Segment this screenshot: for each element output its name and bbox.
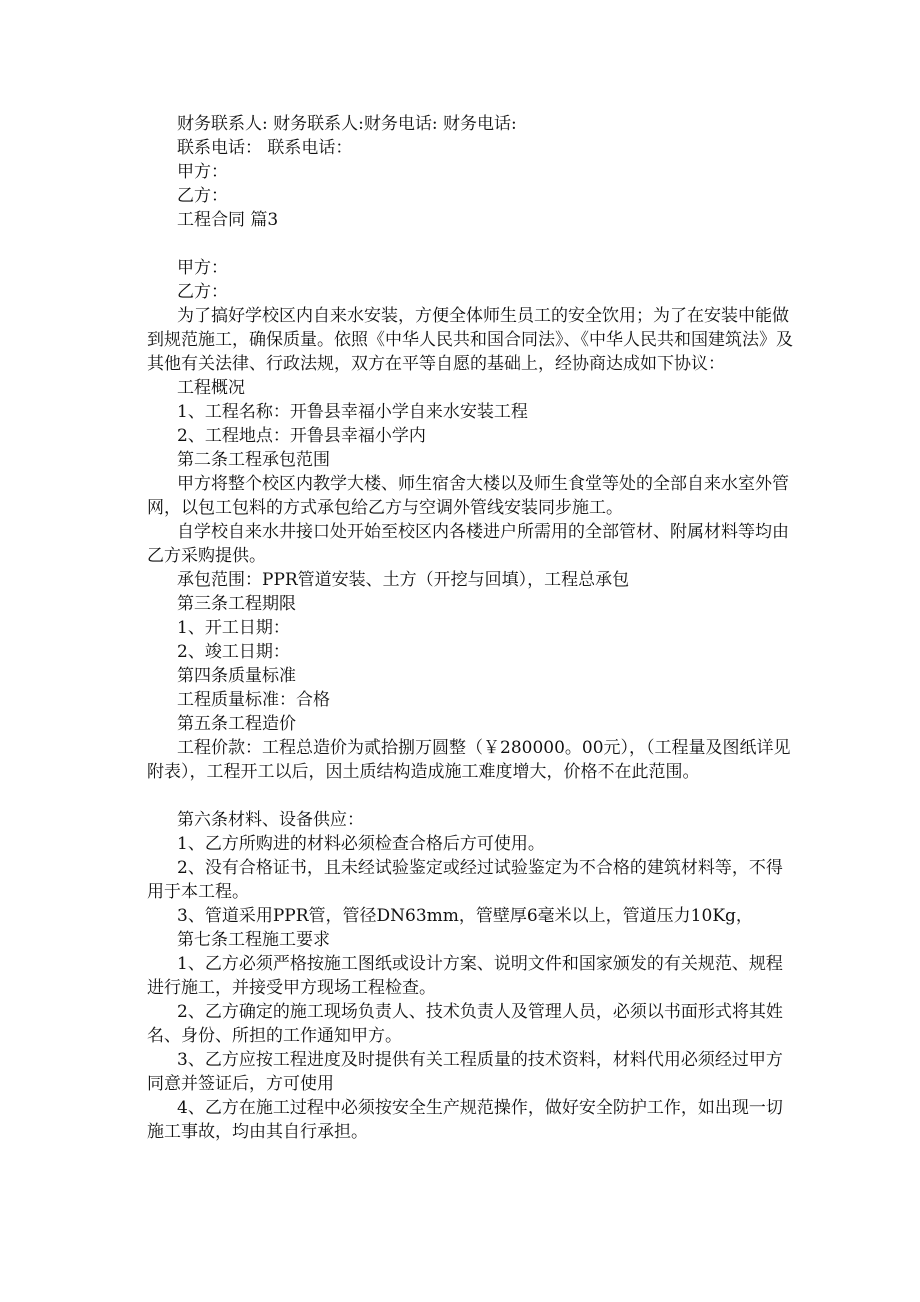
section-title: 工程合同 篇3 [177,210,279,230]
paragraph: 第四条质量标准 [177,666,296,686]
paragraph: 自学校自来水井接口处开始至校区内各楼进户所需用的全部管材、附属材料等均由乙方采购提供。 [147,522,789,566]
paragraph: 工程概况 [177,378,245,398]
paragraph: 4、乙方在施工过程中必须按安全生产规范操作，做好安全防护工作，如出现一切施工事故，均由其自行承担。 [147,1098,783,1142]
paragraph: 1、乙方所购进的材料必须检查合格后方可使用。 [177,834,545,854]
paragraph: 2、工程地点：开鲁县幸福小学内 [177,426,426,446]
finance-contact-line: 财务联系人: 财务联系人:财务电话: 财务电话: [177,114,517,134]
paragraph: 第三条工程期限 [177,594,296,614]
paragraph: 3、管道采用PPR管，管径DN63mm，管壁厚6毫米以上，管道压力10Kg， [177,906,753,926]
paragraph: 2、竣工日期： [177,642,290,662]
paragraph: 2、没有合格证书，且未经试验鉴定或经过试验鉴定为不合格的建筑材料等，不得用于本工程。 [147,858,783,902]
paragraph: 甲方将整个校区内教学大楼、师生宿舍大楼以及师生食堂等处的全部自来水室外管网，以包工包料的方式承包给乙方与空调外管线安装同步施工。 [147,474,789,518]
paragraph: 3、乙方应按工程进度及时提供有关工程质量的技术资料，材料代用必须经过甲方同意并签证后，方可使用 [147,1050,783,1094]
paragraph: 1、乙方必须严格按施工图纸或设计方案、说明文件和国家颁发的有关规范、规程进行施工，并接受甲方现场工程检查。 [147,954,783,998]
paragraph: 工程价款：工程总造价为贰拾捌万圆整（￥280000。00元），（工程量及图纸详见附表），工程开工以后，因土质结构造成施工难度增大，价格不在此范围。 [147,738,791,782]
paragraph: 为了搞好学校区内自来水安装，方便全体师生员工的安全饮用；为了在安装中能做到规范施工，确保质量。依照《中华人民共和国合同法》、《中华人民共和国建筑法》及其他有关法律、行政法规，双方在平等自愿的基础上，经协商达成如下协议： [147,306,793,374]
paragraph: 第二条工程承包范围 [177,450,330,470]
contact-phone-line: 联系电话： 联系电话： [177,138,353,158]
paragraph: 1、工程名称：开鲁县幸福小学自来水安装工程 [177,402,528,422]
paragraph: 第七条工程施工要求 [177,930,330,950]
paragraph: 工程质量标准：合格 [177,690,330,710]
paragraph: 1、开工日期： [177,618,290,638]
paragraph: 承包范围：PPR管道安装、土方（开挖与回填），工程总承包 [177,570,630,590]
party-a-line: 甲方： [177,162,228,182]
party-b-line: 乙方： [177,186,228,206]
paragraph: 乙方： [177,282,228,302]
document-body [147,112,797,1144]
paragraph: 第五条工程造价 [177,714,296,734]
paragraph: 第六条材料、设备供应： [177,810,364,830]
paragraph: 2、乙方确定的施工现场负责人、技术负责人及管理人员，必须以书面形式将其姓名、身份、所担的工作通知甲方。 [147,1002,783,1046]
paragraph: 甲方： [177,258,228,278]
